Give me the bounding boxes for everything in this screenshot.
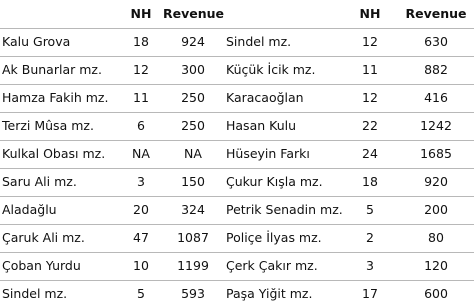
nh-value: 47 bbox=[133, 230, 149, 245]
nh-value: 10 bbox=[133, 258, 149, 273]
revenue-value: 593 bbox=[181, 286, 205, 301]
revenue-value: 80 bbox=[428, 230, 444, 245]
revenue-value: 200 bbox=[424, 202, 448, 217]
village-name: Sindel mz. bbox=[226, 34, 292, 49]
revenue-value: 1242 bbox=[420, 118, 452, 133]
nh-value: 6 bbox=[137, 118, 145, 133]
revenue-value: 1087 bbox=[177, 230, 209, 245]
table-row bbox=[0, 140, 474, 168]
nh-value: 12 bbox=[362, 34, 378, 49]
table-row bbox=[0, 168, 474, 196]
revenue-value: 300 bbox=[181, 62, 205, 77]
nh-value: 12 bbox=[133, 62, 149, 77]
nh-value: 11 bbox=[133, 90, 149, 105]
village-name: Terzi Mûsa mz. bbox=[2, 118, 94, 133]
village-name: Poliçe İlyas mz. bbox=[226, 230, 322, 245]
nh-value: 20 bbox=[133, 202, 149, 217]
village-name: Kalu Grova bbox=[2, 34, 71, 49]
revenue-value: 1685 bbox=[420, 146, 452, 161]
table-header-row bbox=[0, 0, 474, 28]
revenue-value: 250 bbox=[181, 118, 205, 133]
nh-value: 5 bbox=[366, 202, 374, 217]
village-name: Hüseyin Farkı bbox=[226, 146, 310, 161]
village-name: Çukur Kışla mz. bbox=[226, 174, 323, 189]
table-row bbox=[0, 252, 474, 280]
table-row bbox=[0, 56, 474, 84]
revenue-value: 630 bbox=[424, 34, 448, 49]
nh-value: 3 bbox=[137, 174, 145, 189]
table-row bbox=[0, 196, 474, 224]
village-name: Sindel mz. bbox=[2, 286, 68, 301]
nh-value: 24 bbox=[362, 146, 378, 161]
nh-value: 22 bbox=[362, 118, 378, 133]
revenue-value: 150 bbox=[181, 174, 205, 189]
nh-value: 3 bbox=[366, 258, 374, 273]
village-name: Aladağlu bbox=[2, 202, 57, 217]
village-name: Saru Ali mz. bbox=[2, 174, 77, 189]
revenue-value: 924 bbox=[181, 34, 205, 49]
revenue-value: 882 bbox=[424, 62, 448, 77]
nh-value: 2 bbox=[366, 230, 374, 245]
village-name: Kulkal Obası mz. bbox=[2, 146, 106, 161]
village-name: Hasan Kulu bbox=[226, 118, 297, 133]
revenue-value: 1199 bbox=[177, 258, 209, 273]
revenue-value: NA bbox=[184, 146, 202, 161]
header-revenue-left: Revenue bbox=[163, 6, 225, 21]
village-name: Çoban Yurdu bbox=[2, 258, 81, 273]
header-name-right bbox=[226, 0, 346, 28]
revenue-value: 250 bbox=[181, 90, 205, 105]
village-name: Paşa Yiğit mz. bbox=[226, 286, 313, 301]
revenue-value: 600 bbox=[424, 286, 448, 301]
header-nh-right: NH bbox=[359, 6, 381, 21]
revenue-value: 324 bbox=[181, 202, 205, 217]
revenue-value: 120 bbox=[424, 258, 448, 273]
nh-value: 17 bbox=[362, 286, 378, 301]
table-row bbox=[0, 28, 474, 56]
nh-value: 12 bbox=[362, 90, 378, 105]
nh-value: 5 bbox=[137, 286, 145, 301]
nh-value: 18 bbox=[133, 34, 149, 49]
village-name: Petrik Senadin mz. bbox=[226, 202, 343, 217]
table-row bbox=[0, 112, 474, 140]
village-name: Çerk Çakır mz. bbox=[226, 258, 318, 273]
village-name: Çaruk Ali mz. bbox=[2, 230, 85, 245]
nh-value: 18 bbox=[362, 174, 378, 189]
revenue-value: 416 bbox=[424, 90, 448, 105]
village-name: Küçük İcik mz. bbox=[226, 62, 316, 77]
header-nh-left: NH bbox=[130, 6, 152, 21]
nh-value: NA bbox=[132, 146, 150, 161]
header-revenue-right: Revenue bbox=[405, 6, 467, 21]
table-row bbox=[0, 224, 474, 252]
table-row bbox=[0, 84, 474, 112]
village-name: Ak Bunarlar mz. bbox=[2, 62, 102, 77]
village-name: Hamza Fakih mz. bbox=[2, 90, 109, 105]
village-name: Karacaoğlan bbox=[226, 90, 304, 105]
nh-value: 11 bbox=[362, 62, 378, 77]
revenue-value: 920 bbox=[424, 174, 448, 189]
header-name-left bbox=[2, 0, 120, 28]
